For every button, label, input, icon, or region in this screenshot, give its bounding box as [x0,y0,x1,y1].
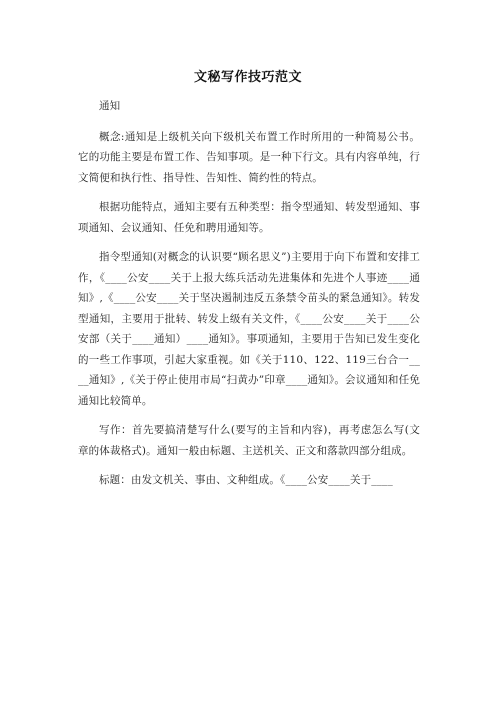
paragraph-concept: 概念:通知是上级机关向下级机关布置工作时所用的一种简易公书。它的功能主要是布置工作、告知事项。是一种下行文。具有内容单纯，行文简便和执行性、指导性、告知性、简约性的特点。 [78,130,420,184]
paragraph-directive-notice: 指令型通知(对概念的认识要“顾名思义”)主要用于向下布置和安排工作，《____公安____关于上报大练兵活动先进集体和先进个人事迹____通知》,《____公安____关于坚决遏制违反五条禁令苗头的紧急通知》。转发型通知，主要用于批转、转发上级有关文件，《____公安____关于____公安部（关于____通知）____通知》。事项通知，主要用于告知已发生变化的一些工作事项，引起大家重视。如《关于110、122、119三台合一____通知》,《关于停止使用市局“扫黄办”印章____通知》。会议通知和任免通知比较简单。 [78,251,420,407]
paragraph-title-format: 标题：由发文机关、事由、文种组成。《____公安____关于____ [99,474,393,486]
paragraph-writing: 写作：首先要搞清楚写什么(要写的主旨和内容)，再考虑怎么写(文章的体裁格式)。通知一般由标题、主送机关、正文和落款四部分组成。 [78,424,420,457]
paragraph-types: 根据功能特点，通知主要有五种类型：指令型通知、转发型通知、事项通知、会议通知、任免和聘用通知等。 [78,201,420,234]
document-title: 文秘写作技巧范文 [193,70,302,85]
section-heading: 通知 [99,100,121,112]
document-body [78,96,420,500]
